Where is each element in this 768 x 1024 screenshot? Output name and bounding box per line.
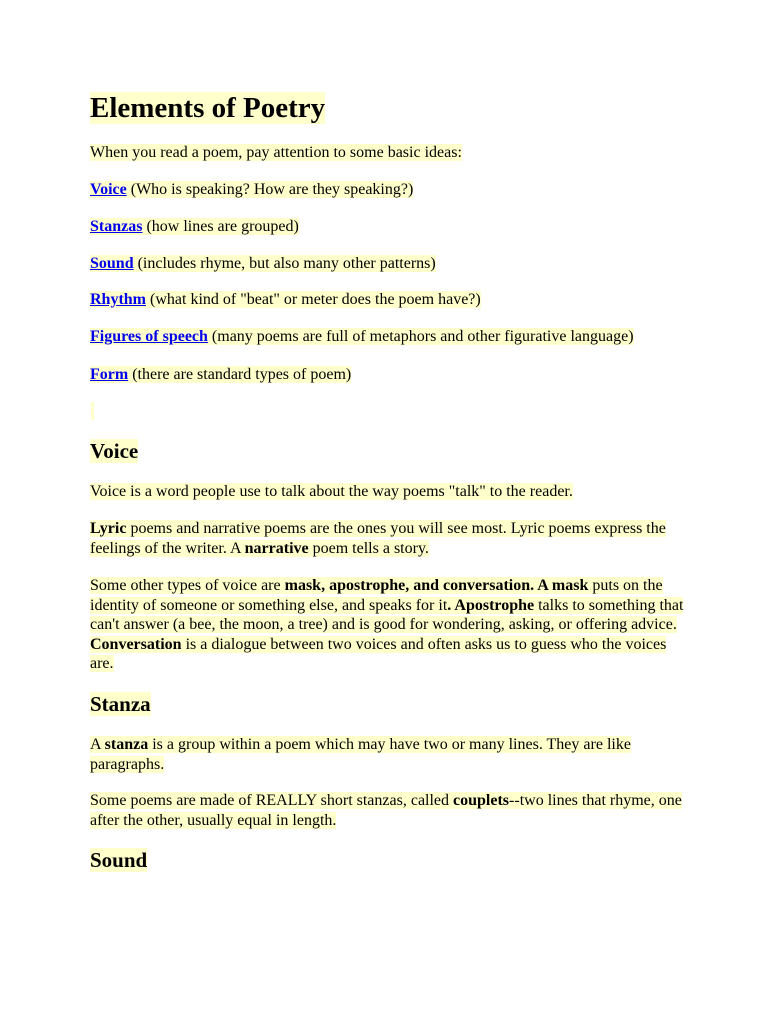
idea-item-figures-of-speech: Figures of speech (many poems are full of metaphors and other figurative language) bbox=[90, 328, 634, 345]
idea-item-form: Form (there are standard types of poem) bbox=[90, 366, 352, 383]
sound-heading: Sound bbox=[90, 848, 148, 872]
empty-highlight-marker bbox=[91, 402, 94, 420]
sound-link[interactable]: Sound bbox=[90, 255, 134, 272]
idea-item-voice: Voice (Who is speaking? How are they speaking?) bbox=[90, 181, 414, 198]
voice-paragraph-1: Voice is a word people use to talk about the way poems "talk" to the reader. bbox=[90, 483, 573, 500]
intro-paragraph: When you read a poem, pay attention to some basic ideas: bbox=[90, 144, 462, 161]
voice-heading: Voice bbox=[90, 439, 139, 463]
idea-item-stanzas: Stanzas (how lines are grouped) bbox=[90, 218, 299, 235]
stanza-paragraph-1: A stanza is a group within a poem which may have two or many lines. They are like paragraphs. bbox=[90, 736, 631, 773]
stanzas-link[interactable]: Stanzas bbox=[90, 218, 143, 235]
rhythm-link[interactable]: Rhythm bbox=[90, 291, 147, 308]
stanza-paragraph-2: Some poems are made of REALLY short stanzas, called couplets--two lines that rhyme, one after the other, usually equal in length. bbox=[90, 792, 682, 829]
figures-of-speech-link[interactable]: Figures of speech bbox=[90, 328, 208, 345]
voice-link[interactable]: Voice bbox=[90, 181, 127, 198]
idea-item-rhythm: Rhythm (what kind of "beat" or meter does the poem have?) bbox=[90, 291, 481, 308]
voice-paragraph-2: Lyric poems and narrative poems are the ones you will see most. Lyric poems express the feelings of the writer. A narrative poem tells a story. bbox=[90, 520, 666, 557]
form-link[interactable]: Form bbox=[90, 366, 129, 383]
stanza-heading: Stanza bbox=[90, 692, 151, 716]
idea-item-sound: Sound (includes rhyme, but also many other patterns) bbox=[90, 255, 436, 272]
voice-paragraph-3: Some other types of voice are mask, apostrophe, and conversation. A mask puts on the identity of someone or something else, and speaks for it. Apostrophe talks to something that can't answer (a bee, the moon, a tree) and is good for wondering, asking, or offering advice. Conversation is a dialogue between two voices and often asks us to guess who the voices are. bbox=[90, 577, 684, 672]
page-title: Elements of Poetry bbox=[90, 92, 326, 124]
